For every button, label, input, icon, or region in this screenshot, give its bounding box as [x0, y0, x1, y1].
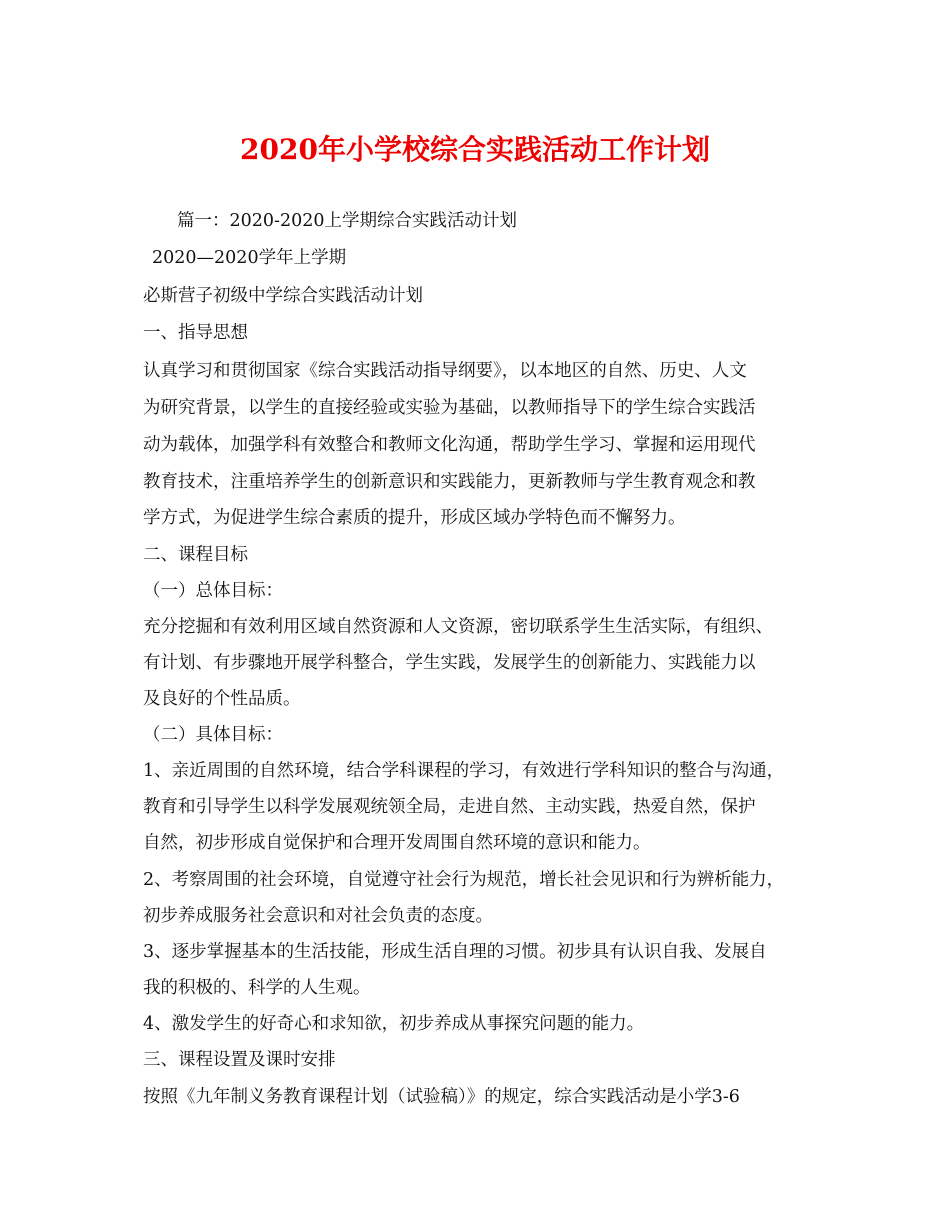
section-heading: 一、指导思想: [143, 323, 248, 343]
text-line: 按照《九年制义务教育课程计划（试验稿）》的规定，综合实践活动是小学3-6: [143, 1087, 740, 1107]
text-line: 教育技术，注重培养学生的创新意识和实践能力，更新教师与学生教育观念和教: [143, 472, 756, 492]
text-line: 2、考察周围的社会环境，自觉遵守社会行为规范，增长社会见识和行为辨析能力，: [143, 870, 785, 890]
text-line: 2020—2020学年上学期: [152, 248, 347, 268]
text-line: 必斯营子初级中学综合实践活动计划: [143, 286, 423, 306]
text-line: 有计划、有步骤地开展学科整合，学生实践，发展学生的创新能力、实践能力以: [143, 653, 756, 673]
text-line: 3、逐步掌握基本的生活技能，形成生活自理的习惯。初步具有认识自我、发展自: [143, 942, 767, 962]
subsection-heading: （一）总体目标：: [143, 581, 283, 601]
subsection-heading: （二）具体目标：: [143, 725, 283, 745]
text-line: 充分挖掘和有效利用区域自然资源和人文资源，密切联系学生生活实际，有组织、: [143, 617, 773, 637]
text-line: 及良好的个性品质。: [143, 689, 301, 709]
text-line: 为研究背景，以学生的直接经验或实验为基础，以教师指导下的学生综合实践活: [143, 398, 756, 418]
text-line: 教育和引导学生以科学发展观统领全局，走进自然、主动实践，热爱自然，保护: [143, 797, 756, 817]
text-line: 动为载体，加强学科有效整合和教师文化沟通，帮助学生学习、掌握和运用现代: [143, 435, 756, 455]
text-line: 1、亲近周围的自然环境，结合学科课程的学习，有效进行学科知识的整合与沟通，: [143, 761, 785, 781]
section-heading-part-one: 篇一：2020-2020上学期综合实践活动计划: [177, 211, 517, 231]
text-line: 自然，初步形成自觉保护和合理开发周围自然环境的意识和能力。: [143, 833, 651, 853]
section-heading: 三、课程设置及课时安排: [143, 1050, 336, 1070]
text-line: 初步养成服务社会意识和对社会负责的态度。: [143, 906, 493, 926]
text-line: 4、激发学生的好奇心和求知欲，初步养成从事探究问题的能力。: [143, 1014, 645, 1034]
text-line: 我的积极的、科学的人生观。: [143, 978, 371, 998]
section-heading: 二、课程目标: [143, 545, 248, 565]
text-line: 学方式，为促进学生综合素质的提升，形成区域办学特色而不懈努力。: [143, 508, 686, 528]
document-title: 2020年小学校综合实践活动工作计划: [240, 133, 710, 166]
text-line: 认真学习和贯彻国家《综合实践活动指导纲要》，以本地区的自然、历史、人文: [143, 361, 747, 381]
